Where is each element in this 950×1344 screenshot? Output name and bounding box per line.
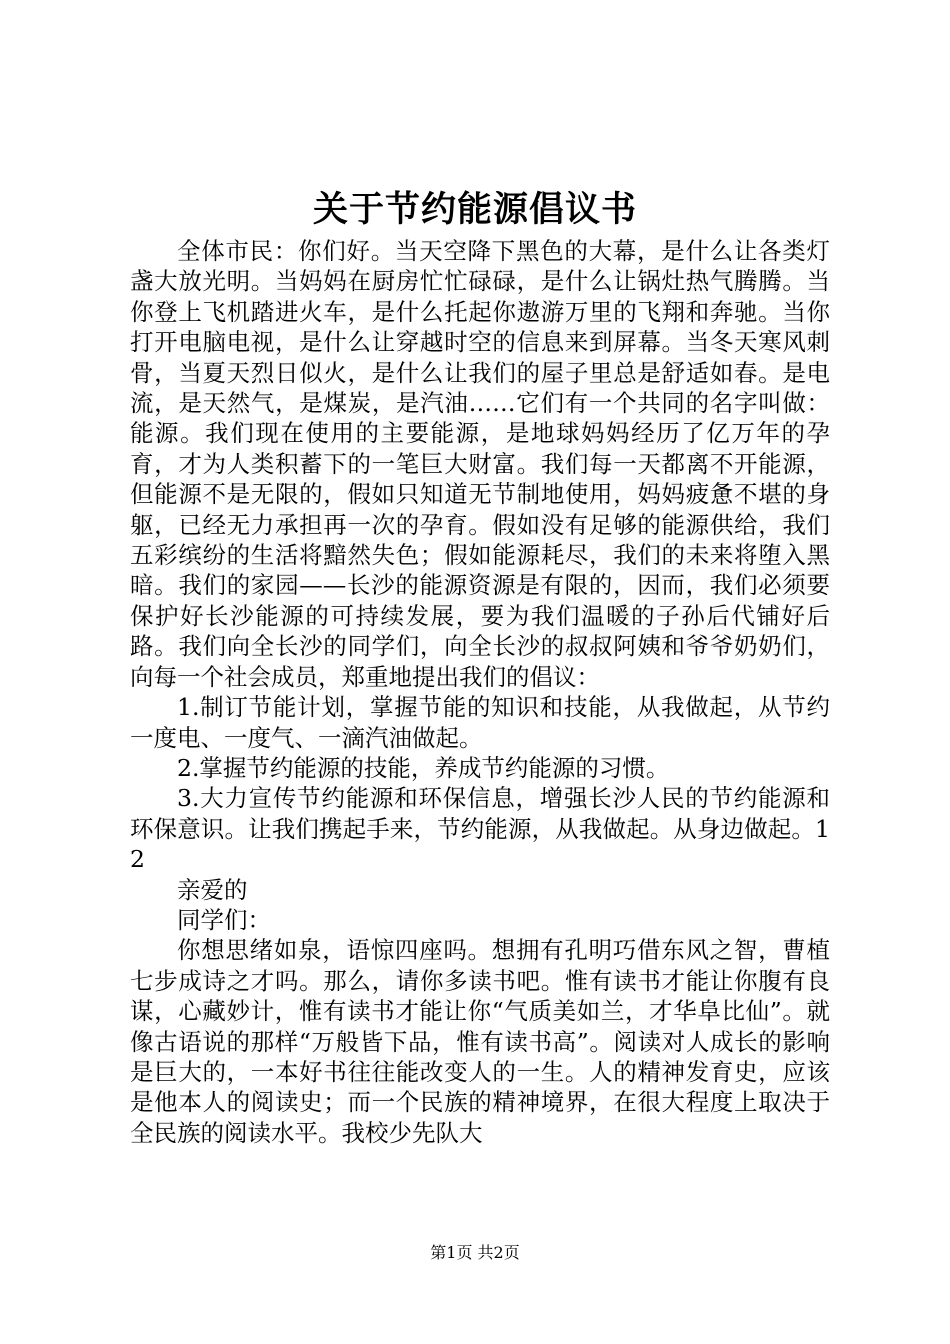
paragraph-proposal-1: 1.制订节能计划，掌握节能的知识和技能，从我做起，从节约一度电、一度气、一滴汽油做起。 xyxy=(130,693,830,752)
paragraph-salutation-1: 亲爱的 xyxy=(177,875,248,904)
document-title: 关于节约能源倡议书 xyxy=(312,189,637,230)
paragraph-proposal-2: 2.掌握节约能源的技能，养成节约能源的习惯。 xyxy=(177,753,670,782)
paragraph-proposal-3: 3.大力宣传节约能源和环保信息，增强长沙人民的节约能源和环保意识。让我们携起手来，节约能源，从我做起。从身边做起。12 xyxy=(130,784,830,874)
paragraph-reading: 你想思绪如泉，语惊四座吗。想拥有孔明巧借东风之智，曹植七步成诗之才吗。那么，请你多读书吧。惟有读书才能让你腹有良谋，心藏妙计，惟有读书才能让你“气质美如兰，才华阜比仙”。就像古语说的那样“万般皆下品，惟有读书高”。阅读对人成长的影响是巨大的，一本好书往往能改变人的一生。人的精神发育史，应该是他本人的阅读史；而一个民族的精神境界，在很大程度上取决于全民族的阅读水平。我校少先队大 xyxy=(130,936,830,1147)
paragraph-salutation-2: 同学们： xyxy=(177,905,271,934)
document-body xyxy=(130,236,830,1148)
paragraph-greeting: 全体市民：你们好。当天空降下黑色的大幕，是什么让各类灯盏大放光明。当妈妈在厨房忙忙碌碌，是什么让锅灶热气腾腾。当你登上飞机踏进火车，是什么托起你遨游万里的飞翔和奔驰。当你打开电脑电视，是什么让穿越时空的信息来到屏幕。当冬天寒风刺骨，当夏天烈日似火，是什么让我们的屋子里总是舒适如春。是电流，是天然气，是煤炭，是汽油……它们有一个共同的名字叫做：能源。我们现在使用的主要能源，是地球妈妈经历了亿万年的孕育，才为人类积蓄下的一笔巨大财富。我们每一天都离不开能源，但能源不是无限的，假如只知道无节制地使用，妈妈疲惫不堪的身躯，已经无力承担再一次的孕育。假如没有足够的能源供给，我们五彩缤纷的生活将黯然失色；假如能源耗尽，我们的未来将堕入黑暗。我们的家园——长沙的能源资源是有限的，因而，我们必须要保护好长沙能源的可持续发展，要为我们温暖的子孙后代铺好后路。我们向全长沙的同学们，向全长沙的叔叔阿姨和爷爷奶奶们，向每一个社会成员，郑重地提出我们的倡议： xyxy=(130,237,830,691)
page-footer: 第1页 共2页 xyxy=(430,1243,520,1262)
